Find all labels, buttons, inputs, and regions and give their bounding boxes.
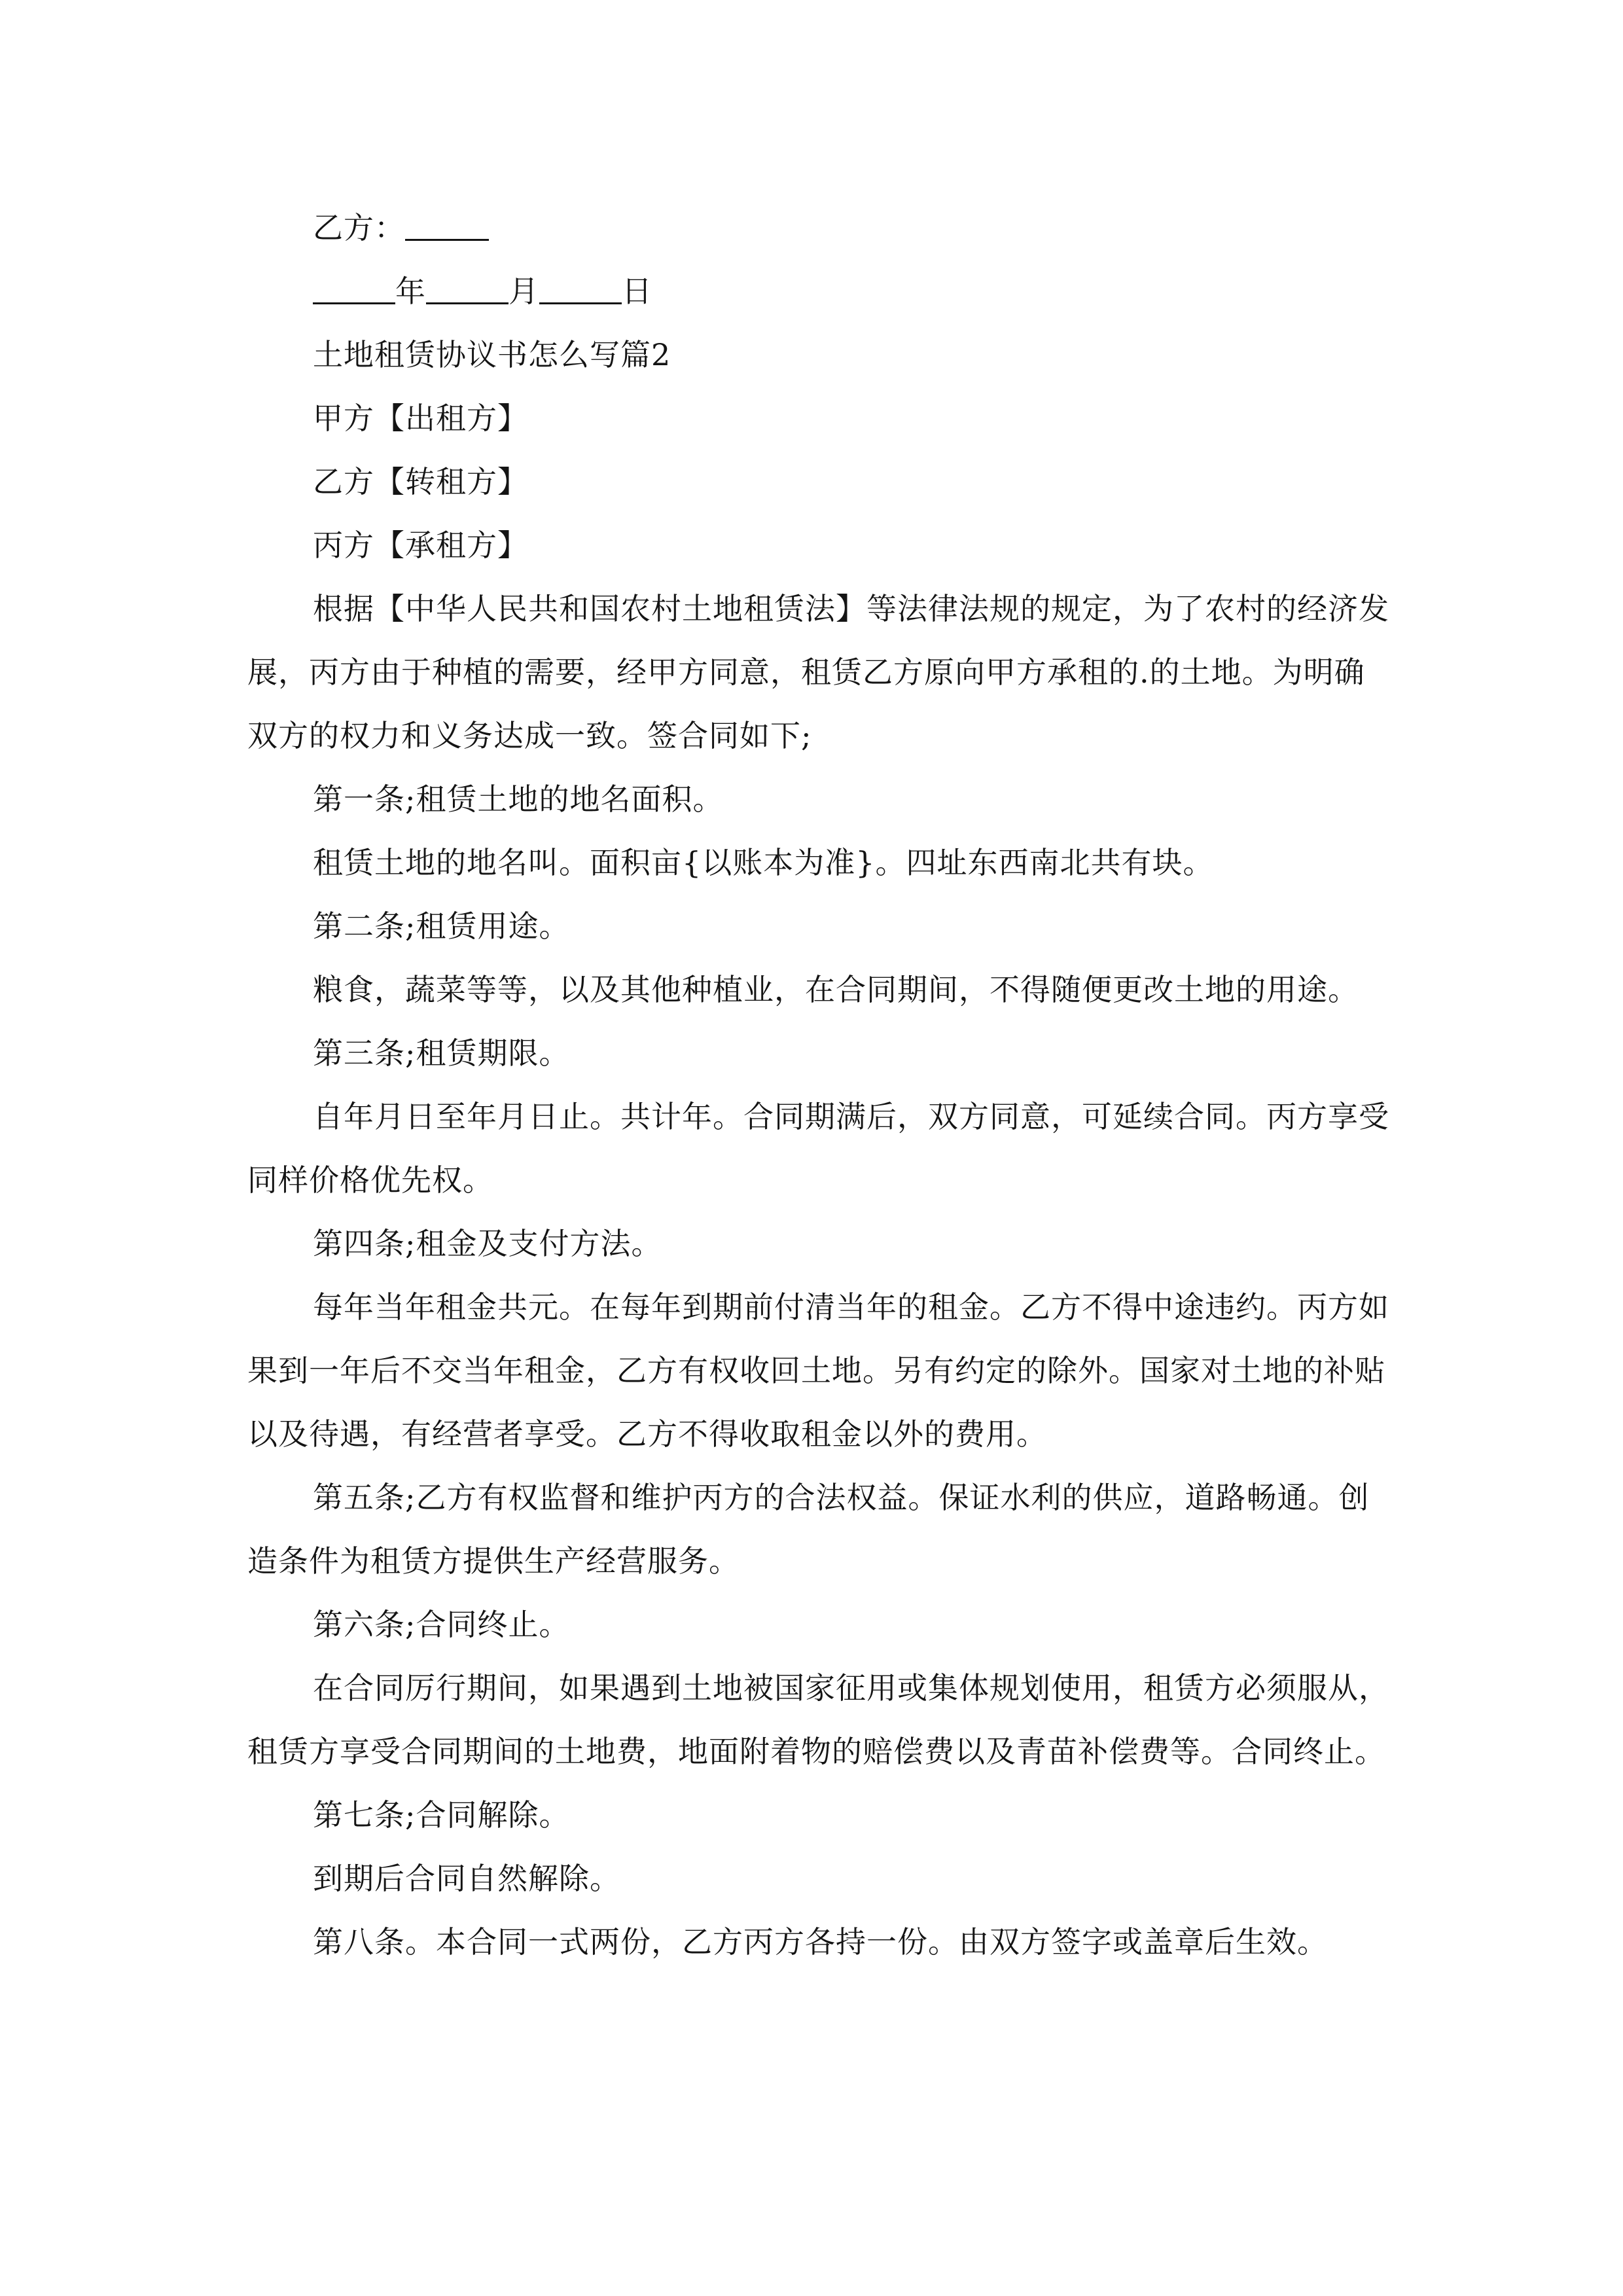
party-a: 甲方【出租方】	[313, 401, 528, 436]
party-c: 丙方【承租方】	[313, 528, 528, 563]
party-b-signature-line	[247, 196, 1393, 260]
article-6-body: 在合同厉行期间，如果遇到土地被国家征用或集体规划使用，租赁方必须服从，租赁方享受合同期间的土地费，地面附着物的赔偿费以及青苗补偿费等。合同终止。	[247, 1670, 1389, 1769]
article-3-body: 自年月日至年月日止。共计年。合同期满后，双方同意，可延续合同。丙方享受同样价格优先权。	[247, 1099, 1389, 1198]
section-heading: 土地租赁协议书怎么写篇2	[313, 337, 671, 372]
article-1-title: 第一条;租赁土地的地名面积。	[313, 781, 724, 817]
article-7-title: 第七条;合同解除。	[313, 1797, 570, 1833]
month-label: 月	[508, 274, 539, 309]
date-line	[247, 260, 1393, 323]
document-body	[247, 196, 1393, 1974]
day-label: 日	[622, 274, 652, 309]
article-8: 第八条。本合同一式两份，乙方丙方各持一份。由双方签字或盖章后生效。	[313, 1924, 1328, 1960]
article-7-body: 到期后合同自然解除。	[313, 1861, 620, 1896]
article-2-title: 第二条;租赁用途。	[313, 908, 570, 944]
article-2-body: 粮食，蔬菜等等，以及其他种植业，在合同期间，不得随便更改土地的用途。	[313, 972, 1359, 1007]
preamble-paragraph: 根据【中华人民共和国农村土地租赁法】等法律法规的规定，为了农村的经济发展，丙方由于种植的需要，经甲方同意，租赁乙方原向甲方承租的.的土地。为明确双方的权力和义务达成一致。签合同如下;	[247, 591, 1389, 753]
article-4-title: 第四条;租金及支付方法。	[313, 1226, 662, 1261]
year-blank	[313, 275, 395, 304]
article-6-title: 第六条;合同终止。	[313, 1607, 570, 1642]
year-label: 年	[395, 274, 426, 309]
article-3-title: 第三条;租赁期限。	[313, 1035, 570, 1071]
party-b: 乙方【转租方】	[313, 464, 528, 499]
party-b-blank	[405, 211, 489, 241]
article-1-body: 租赁土地的地名叫。面积亩{以账本为准}。四址东西南北共有块。	[313, 845, 1214, 880]
article-4-body: 每年当年租金共元。在每年到期前付清当年的租金。乙方不得中途违约。丙方如果到一年后不交当年租金，乙方有权收回土地。另有约定的除外。国家对土地的补贴以及待遇，有经营者享受。乙方不得收取租金以外的费用。	[247, 1289, 1389, 1452]
day-blank	[539, 275, 622, 304]
article-5: 第五条;乙方有权监督和维护丙方的合法权益。保证水利的供应，道路畅通。创造条件为租赁方提供生产经营服务。	[247, 1480, 1370, 1579]
month-blank	[426, 275, 508, 304]
party-b-label: 乙方：	[313, 210, 405, 245]
